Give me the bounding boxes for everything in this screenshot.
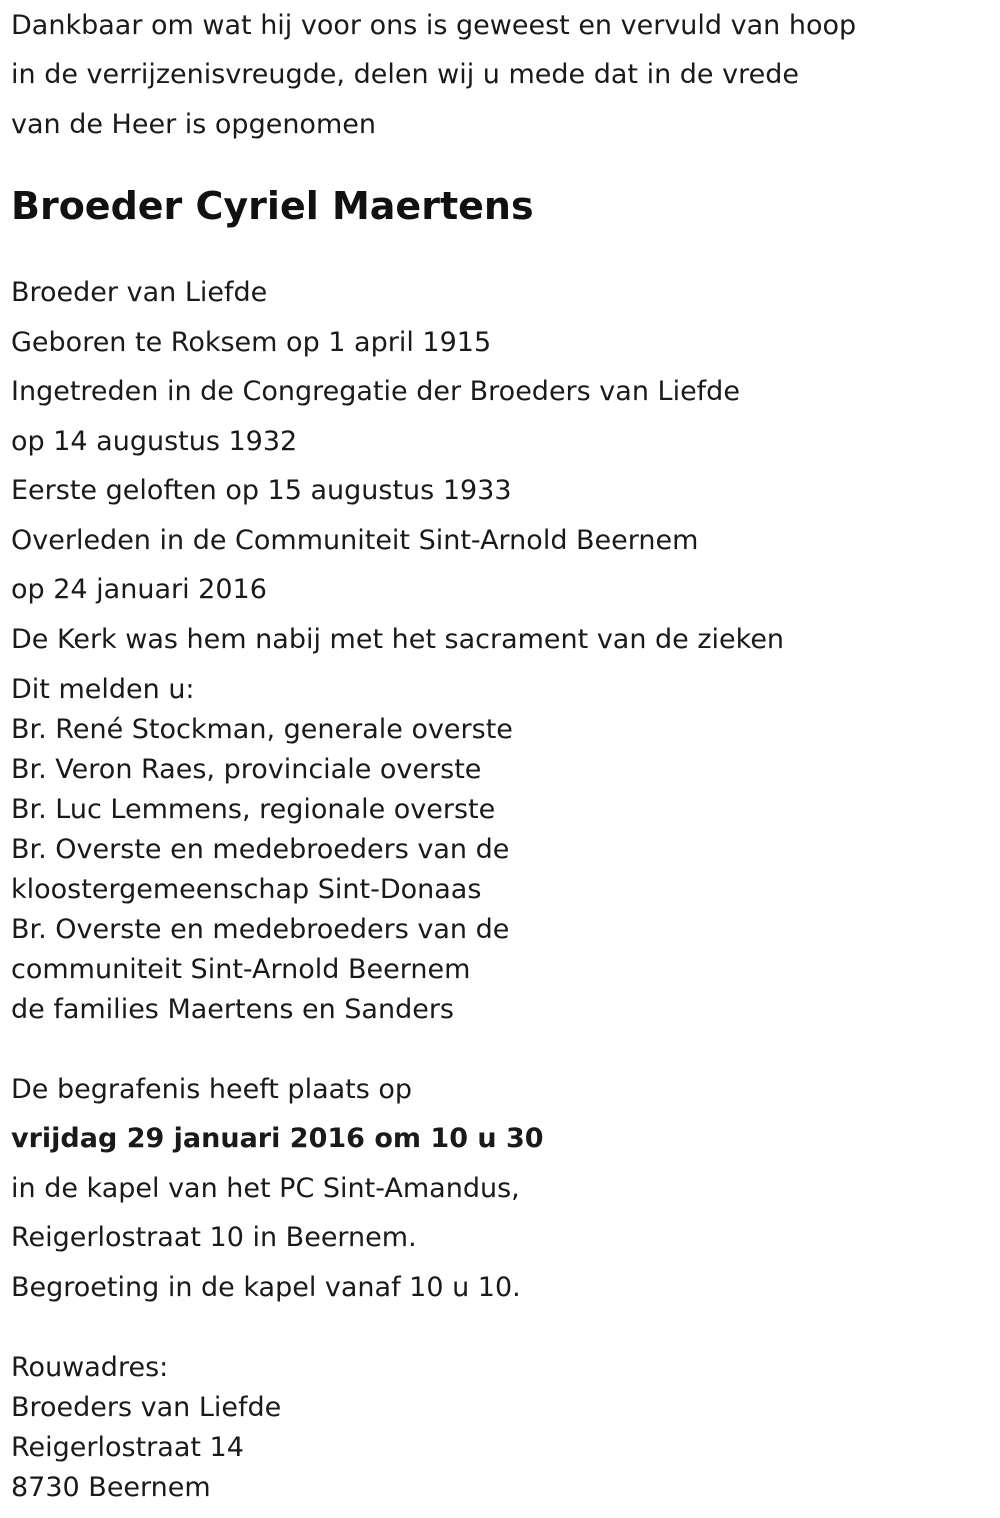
bio-line-4: op 14 augustus 1932 bbox=[11, 426, 298, 457]
announcer-line-2: Br. Veron Raes, provinciale overste bbox=[11, 754, 482, 785]
announcer-line-7: communiteit Sint-Arnold Beernem bbox=[11, 954, 471, 985]
bio-line-2: Geboren te Roksem op 1 april 1915 bbox=[11, 327, 492, 358]
bio-line-1: Broeder van Liefde bbox=[11, 277, 268, 308]
announcers-heading: Dit melden u: bbox=[11, 674, 195, 705]
mourning-address-heading: Rouwadres: bbox=[11, 1352, 169, 1383]
announcer-line-5: kloostergemeenschap Sint-Donaas bbox=[11, 874, 482, 905]
bio-line-8: De Kerk was hem nabij met het sacrament van de zieken bbox=[11, 624, 785, 655]
announcer-line-8: de families Maertens en Sanders bbox=[11, 994, 454, 1025]
announcer-line-3: Br. Luc Lemmens, regionale overste bbox=[11, 794, 496, 825]
bio-line-6: Overleden in de Communiteit Sint-Arnold Beernem bbox=[11, 525, 699, 556]
intro-line-2: in de verrijzenisvreugde, delen wij u mede dat in de vrede bbox=[11, 59, 799, 90]
bio-line-5: Eerste geloften op 15 augustus 1933 bbox=[11, 475, 512, 506]
funeral-intro: De begrafenis heeft plaats op bbox=[11, 1074, 413, 1105]
deceased-name: Broeder Cyriel Maertens bbox=[11, 184, 534, 228]
funeral-location: in de kapel van het PC Sint-Amandus, bbox=[11, 1173, 520, 1204]
announcer-line-4: Br. Overste en medebroeders van de bbox=[11, 834, 510, 865]
funeral-address: Reigerlostraat 10 in Beernem. bbox=[11, 1222, 417, 1253]
funeral-greeting: Begroeting in de kapel vanaf 10 u 10. bbox=[11, 1272, 521, 1303]
bio-line-3: Ingetreden in de Congregatie der Broeders van Liefde bbox=[11, 376, 740, 407]
intro-line-1: Dankbaar om wat hij voor ons is geweest en vervuld van hoop bbox=[11, 10, 857, 41]
announcer-line-6: Br. Overste en medebroeders van de bbox=[11, 914, 510, 945]
intro-line-3: van de Heer is opgenomen bbox=[11, 109, 376, 140]
announcer-line-1: Br. René Stockman, generale overste bbox=[11, 714, 513, 745]
funeral-datetime: vrijdag 29 januari 2016 om 10 u 30 bbox=[11, 1123, 544, 1154]
bio-line-7: op 24 januari 2016 bbox=[11, 574, 267, 605]
mourning-address-line-1: Broeders van Liefde bbox=[11, 1392, 282, 1423]
mourning-address-line-2: Reigerlostraat 14 bbox=[11, 1432, 244, 1463]
mourning-address-line-3: 8730 Beernem bbox=[11, 1472, 211, 1503]
